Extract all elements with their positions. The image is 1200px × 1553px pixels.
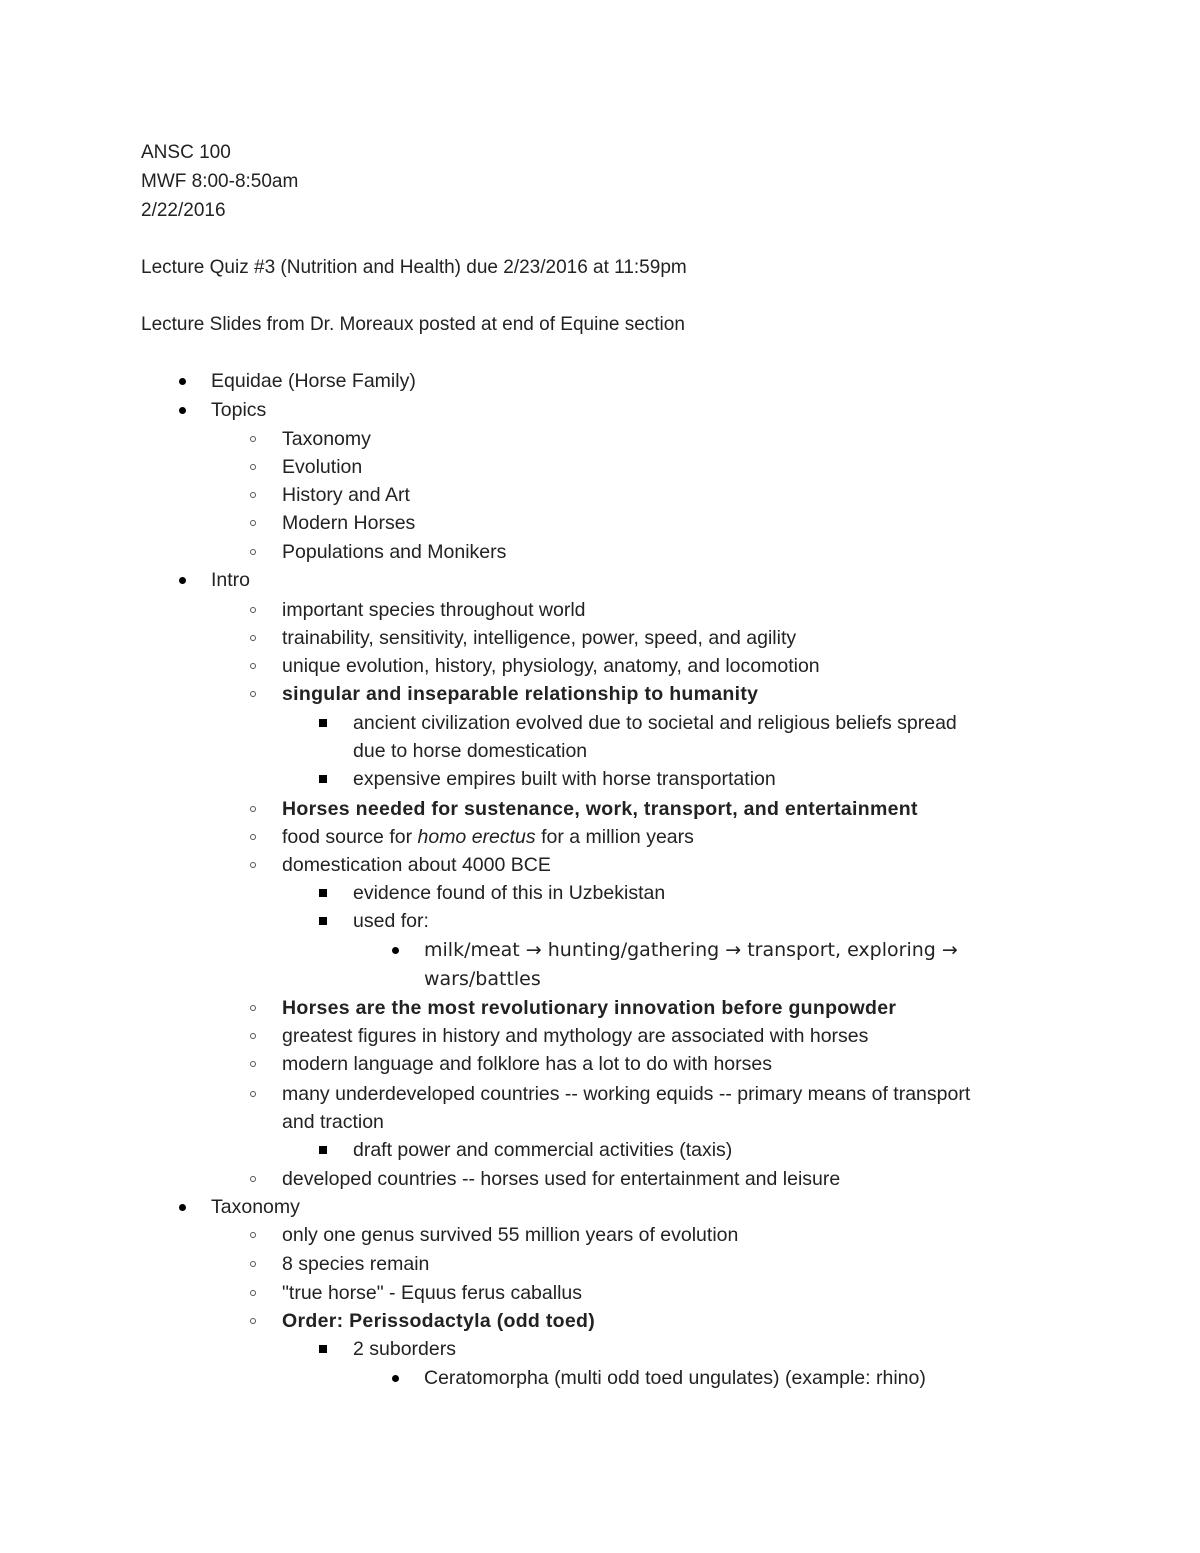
circle-bullet-icon (245, 797, 261, 821)
sub-item: evidence found of this in Uzbekistan (353, 882, 666, 904)
circle-bullet-icon (245, 1223, 261, 1247)
disc-bullet-icon (174, 398, 190, 422)
intro-item: unique evolution, history, physiology, anatomy, and locomotion (282, 655, 820, 677)
circle-bullet-icon (245, 1024, 261, 1048)
circle-bullet-icon (245, 1082, 261, 1106)
circle-bullet-icon (245, 996, 261, 1020)
taxonomy-item-bold: Order: Perissodactyla (odd toed) (282, 1310, 595, 1332)
disc-bullet-icon (387, 938, 403, 962)
circle-bullet-icon (245, 825, 261, 849)
circle-bullet-icon (245, 853, 261, 877)
disc-bullet-icon (174, 369, 190, 393)
topic-item: Evolution (282, 456, 363, 478)
class-schedule: MWF 8:00-8:50am (141, 171, 299, 192)
circle-bullet-icon (245, 1309, 261, 1333)
list-item-intro: Intro (211, 569, 251, 591)
taxonomy-item: 8 species remain (282, 1253, 430, 1275)
circle-bullet-icon (245, 682, 261, 706)
circle-bullet-icon (245, 540, 261, 564)
list-item-equidae: Equidae (Horse Family) (211, 370, 416, 392)
disc-bullet-icon (387, 1366, 403, 1390)
italic-term: homo erectus (417, 826, 536, 848)
taxonomy-item: "true horse" - Equus ferus caballus (282, 1282, 582, 1304)
circle-bullet-icon (245, 1252, 261, 1276)
text-fragment: for a million years (535, 826, 694, 848)
sub-sub-item: Ceratomorpha (multi odd toed ungulates) (example: rhino) (424, 1367, 926, 1389)
text-fragment: food source for (282, 826, 418, 848)
intro-item-bold: Horses are the most revolutionary innovation before gunpowder (282, 997, 897, 1019)
course-title: ANSC 100 (141, 142, 231, 163)
topic-item: History and Art (282, 484, 410, 506)
square-bullet-icon (315, 1138, 331, 1162)
square-bullet-icon (315, 909, 331, 933)
sub-sub-item: milk/meat → hunting/gathering → transport, exploring → (424, 939, 958, 961)
circle-bullet-icon (245, 511, 261, 535)
sub-sub-item-continued: wars/battles (424, 968, 541, 990)
intro-item: important species throughout world (282, 599, 586, 621)
quiz-notice: Lecture Quiz #3 (Nutrition and Health) due 2/23/2016 at 11:59pm (141, 257, 687, 278)
square-bullet-icon (315, 767, 331, 791)
topic-item: Modern Horses (282, 512, 416, 534)
circle-bullet-icon (245, 654, 261, 678)
sub-item: 2 suborders (353, 1338, 456, 1360)
intro-item-bold: Horses needed for sustenance, work, transport, and entertainment (282, 798, 918, 820)
intro-item: trainability, sensitivity, intelligence, power, speed, and agility (282, 627, 797, 649)
sub-item: ancient civilization evolved due to societal and religious beliefs spread (353, 712, 957, 734)
square-bullet-icon (315, 1337, 331, 1361)
circle-bullet-icon (245, 1052, 261, 1076)
circle-bullet-icon (245, 1281, 261, 1305)
intro-item: modern language and folklore has a lot to do with horses (282, 1053, 772, 1075)
square-bullet-icon (315, 711, 331, 735)
lecture-date: 2/22/2016 (141, 200, 226, 221)
intro-item-continued: and traction (282, 1111, 384, 1133)
square-bullet-icon (315, 881, 331, 905)
circle-bullet-icon (245, 626, 261, 650)
circle-bullet-icon (245, 427, 261, 451)
circle-bullet-icon (245, 1167, 261, 1191)
disc-bullet-icon (174, 568, 190, 592)
circle-bullet-icon (245, 598, 261, 622)
intro-item: greatest figures in history and mythology are associated with horses (282, 1025, 869, 1047)
disc-bullet-icon (174, 1195, 190, 1219)
intro-item: many underdeveloped countries -- working equids -- primary means of transport (282, 1083, 971, 1105)
list-item-topics: Topics (211, 399, 267, 421)
sub-item-continued: due to horse domestication (353, 740, 588, 762)
list-item-taxonomy: Taxonomy (211, 1196, 300, 1218)
circle-bullet-icon (245, 455, 261, 479)
topic-item: Populations and Monikers (282, 541, 507, 563)
intro-item: domestication about 4000 BCE (282, 854, 551, 876)
taxonomy-item: only one genus survived 55 million years of evolution (282, 1224, 739, 1246)
circle-bullet-icon (245, 483, 261, 507)
topic-item: Taxonomy (282, 428, 371, 450)
intro-item: developed countries -- horses used for entertainment and leisure (282, 1168, 841, 1190)
intro-item-bold: singular and inseparable relationship to humanity (282, 683, 759, 705)
sub-item: expensive empires built with horse transportation (353, 768, 776, 790)
intro-item (282, 825, 694, 849)
sub-item: draft power and commercial activities (taxis) (353, 1139, 733, 1161)
slides-notice: Lecture Slides from Dr. Moreaux posted at end of Equine section (141, 314, 685, 335)
sub-item: used for: (353, 910, 429, 932)
